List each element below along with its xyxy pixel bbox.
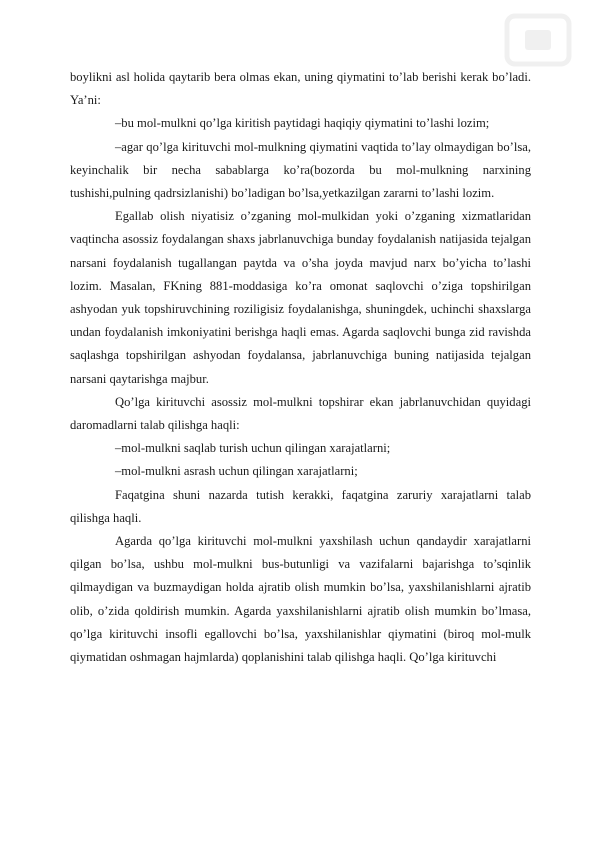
paragraph: boylikni asl holida qaytarib bera olmas ekan, uning qiymatini to’lab berishi kerak bo’ladi. Ya’ni: xyxy=(70,70,531,108)
list-item: –bu mol-mulkni qo’lga kiritish paytidagi haqiqiy qiymatini to’lashi lozim; xyxy=(115,116,490,131)
list-item: –mol-mulkni asrash uchun qilingan xarajatlarni; xyxy=(115,464,358,479)
paragraph: Faqatgina shuni nazarda tutish kerakki, faqatgina zaruriy xarajatlarni talab qilishga haqli. xyxy=(70,487,531,525)
paragraph: Egallab olish niyatisiz o’zganing mol-mulkidan yoki o’zganing xizmatlaridan vaqtincha asossiz foydalangan shaxs jabrlanuvchiga bunday foydalanish natijasida tejalgan narsani foydalanish tugallangan paytda va o’sha joyda mavjud narx bo’yicha to’lashi lozim. Masalan, FKning 881-moddasiga ko’ra omonat saqlovchi o’ziga topshirilgan ashyodan yuk topshiruvchining roziligisiz foydalanishga, shuningdek, uchinchi shaxslarga undan foydalanish imkoniyatini berishga haqli emas. Agarda saqlovchi bunga zid ravishda saqlashga topshirilgan ashyodan foydalansa, jabrlanuvchiga buning natijasida tejalgan narsani qaytarishga majbur. xyxy=(70,209,531,386)
document-page xyxy=(70,66,531,669)
paragraph: Agarda qo’lga kirituvchi mol-mulkni yaxshilash uchun qandaydir xarajatlarni qilgan bo’lsa, ushbu mol-mulkni bus-butunligi va vazifalarni bajarishga to’sqinlik qilmaydigan va buzmaydigan holda ajratib olish mumkin bo’lsa, yaxshilanishlarni ajratib olib, o’zida qoldirish mumkin. Agarda yaxshilanishlarni ajratib olish mumkin bo’lmasa, qo’lga kirituvchi insofli egallovchi bo’lsa, yaxshilanishlar qiymatini (biroq mol-mulk qiymatidan oshmagan hajmlarda) qoplanishini talab qilishga haqli. Qo’lga kirituvchi xyxy=(70,534,531,665)
document-watermark xyxy=(503,10,573,70)
list-item: –agar qo’lga kirituvchi mol-mulkning qiymatini vaqtida to’lay olmaydigan bo’lsa, keyinchalik bir necha sabablarga ko’ra(bozorda bu mol-mulkning narxining tushishi,pulning qadrsizlanishi) bo’ladigan bo’lsa,yetkazilgan zararni to’lashi lozim. xyxy=(70,139,531,201)
paragraph: Qo’lga kirituvchi asossiz mol-mulkni topshirar ekan jabrlanuvchidan quyidagi daromadlarni talab qilishga haqli: xyxy=(70,394,531,433)
list-item: –mol-mulkni saqlab turish uchun qilingan xarajatlarni; xyxy=(115,441,391,456)
